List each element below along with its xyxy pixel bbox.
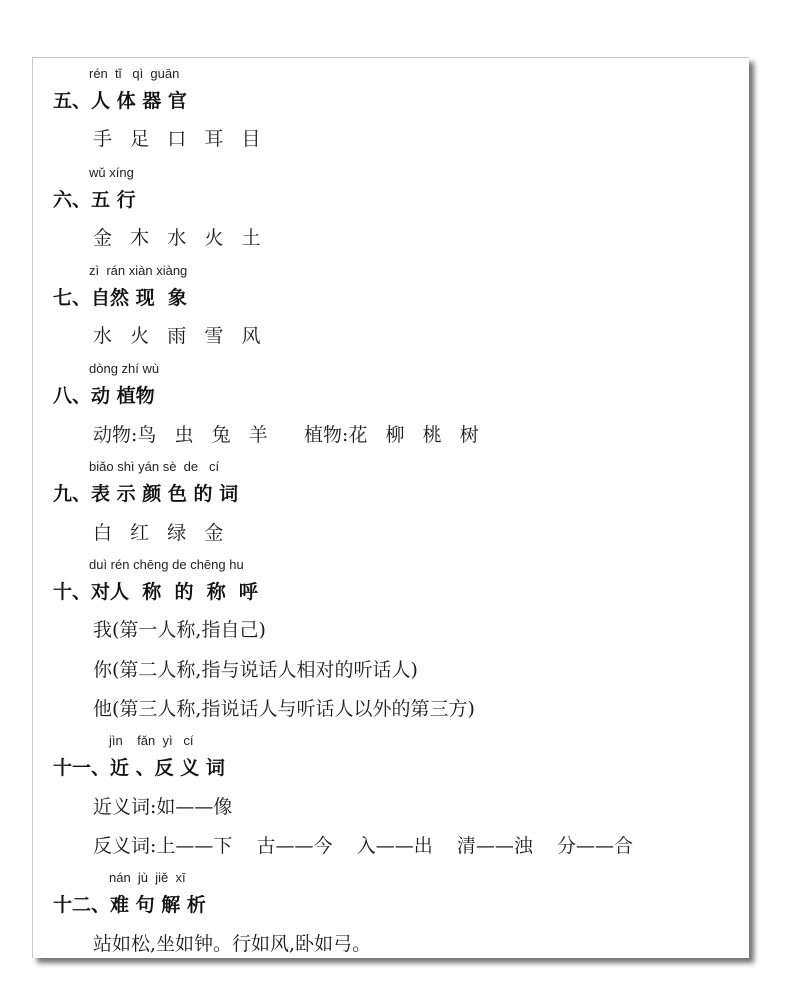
section-5-heading: 五、人 体 器 官 [53,90,187,112]
section-7-heading: 七、自然 现 象 [53,287,187,309]
section-10-line-2: 你(第二人称,指与说话人相对的听话人) [93,659,418,681]
section-9-pinyin: biǎo shì yán sè de cí [89,459,220,474]
section-6-line-1: 金 木 水 火 土 [93,227,261,249]
section-8-pinyin: dòng zhí wù [89,361,160,376]
section-9-heading: 九、表 示 颜 色 的 词 [53,483,239,505]
section-11-heading: 十一、近 、反 义 词 [53,757,225,779]
section-12-pinyin: nán jù jiě xī [109,870,186,885]
document-page [32,57,749,958]
section-8-line-1: 动物:鸟 虫 兔 羊 植物:花 柳 桃 树 [93,424,479,446]
section-10-pinyin: duì rén chēng de chēng hu [89,557,244,572]
section-7-pinyin: zì rán xiàn xiàng [89,263,188,278]
section-10-line-3: 他(第三人称,指说话人与听话人以外的第三方) [93,698,475,720]
section-12-line-1: 站如松,坐如钟。行如风,卧如弓。 [93,933,372,955]
section-6-pinyin: wǔ xíng [89,165,134,180]
section-6-heading: 六、五 行 [53,189,136,211]
section-5-line-1: 手 足 口 耳 目 [93,128,261,150]
section-5-pinyin: rén tǐ qì guān [89,66,180,81]
section-10-line-1: 我(第一人称,指自己) [93,619,266,641]
section-11-pinyin: jìn fǎn yì cí [109,733,194,748]
section-11-line-2: 反义词:上——下 古——今 入——出 清——浊 分——合 [93,835,634,857]
section-12-heading: 十二、难 句 解 析 [53,894,206,916]
section-8-heading: 八、动 植物 [53,385,155,407]
section-10-heading: 十、对人 称 的 称 呼 [53,581,258,603]
section-7-line-1: 水 火 雨 雪 风 [93,325,261,347]
section-9-line-1: 白 红 绿 金 [93,522,224,544]
section-11-line-1: 近义词:如——像 [93,796,233,818]
